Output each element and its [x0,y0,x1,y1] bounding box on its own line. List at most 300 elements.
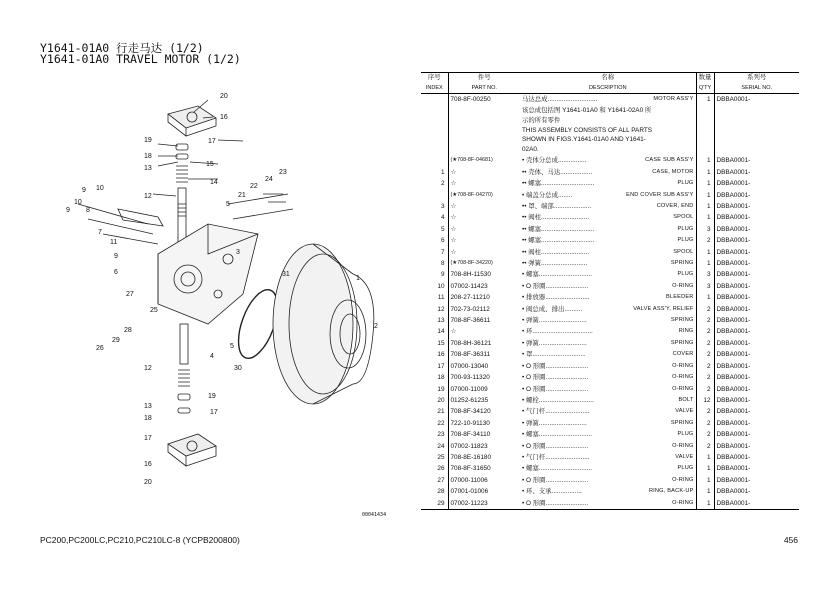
desc-zh: •• 螺塞 [522,237,542,245]
row-index: 1 [421,167,448,178]
qty: 1 [696,463,714,474]
parts-table [421,72,799,510]
desc-dots: .............................. [538,271,593,279]
part-number: 07002-11423 [450,282,488,290]
svg-text:3: 3 [236,249,240,256]
qty: 2 [696,304,714,315]
desc-dots: ........................ [545,385,589,393]
svg-text:16: 16 [220,114,228,121]
desc-dots: ......................... [545,294,590,302]
row-index: 29 [421,498,448,510]
desc-en: PLUG [677,225,694,232]
desc-zh: • O 形圈 [522,476,546,484]
desc-zh: •• 螺塞 [522,180,542,188]
serial: DBBA0001- [716,237,751,245]
svg-text:20: 20 [144,479,152,486]
table-row [421,349,799,360]
svg-text:7: 7 [98,229,102,236]
row-index: 13 [421,315,448,326]
table-row [421,155,799,166]
serial: DBBA0001- [716,282,751,290]
qty: 2 [696,338,714,349]
desc-en: PLUG [677,180,694,187]
desc-zh: • O 形圈 [522,374,546,382]
table-row [421,94,799,106]
desc-en: VALVE ASS'Y, RELIEF [633,305,694,312]
desc-dots: ......................... [545,408,590,416]
part-number: 01252-61235 [450,396,489,404]
desc-en: SPRING [670,317,694,324]
desc-zh: • 弹簧 [522,317,539,325]
serial: DBBA0001- [716,408,751,416]
row-index: 12 [421,304,448,315]
row-index: 9 [421,269,448,280]
desc-en: SPRING [670,339,694,346]
svg-text:27: 27 [126,291,134,298]
desc-zh: •• 阀柱 [522,214,542,222]
desc-zh: • 螺栓 [522,396,539,404]
row-index: 19 [421,384,448,395]
desc-zh: • O 形圈 [522,362,546,370]
row-index: 28 [421,486,448,497]
header-qty-en: Q'TY [696,83,714,94]
row-index: 3 [421,201,448,212]
qty: 1 [696,190,714,201]
table-row [421,167,799,178]
desc-en: PLUG [677,237,694,244]
desc-en: RING [678,328,694,335]
title-chinese: Y1641-01A0 行走马达 (1/2) [40,41,204,55]
desc-dots: ........................ [545,362,589,370]
desc-en: O-RING [672,362,694,369]
table-row [421,281,799,292]
row-index: 27 [421,475,448,486]
qty: 1 [696,247,714,258]
part-number: 708-8H-36121 [450,339,492,347]
table-row [421,463,799,474]
table-row [421,384,799,395]
desc-dots: ........................... [541,214,589,222]
serial: DBBA0001- [716,271,751,279]
desc-zh: •• 弹簧 [522,260,542,268]
svg-text:10: 10 [96,185,104,192]
figure-code: 00041434 [362,512,387,518]
table-row [421,326,799,337]
svg-text:5: 5 [230,343,234,350]
svg-text:6: 6 [114,269,118,276]
part-number: 07002-11823 [450,442,488,450]
desc-dots: ..................... [553,203,592,210]
desc-en: VALVE [675,408,694,415]
qty: 1 [696,498,714,510]
part-number: ☆ [450,225,457,233]
row-index: 4 [421,212,448,223]
desc-dots: ........................ [545,499,589,507]
svg-text:9: 9 [82,187,86,194]
svg-text:20: 20 [220,93,228,100]
svg-text:29: 29 [112,337,120,344]
desc-zh: • 气门杆 [522,453,546,461]
desc-en: BLEEDER [665,294,694,301]
svg-text:5: 5 [226,201,230,208]
svg-text:13: 13 [144,403,152,410]
desc-dots: .............................. [532,351,586,359]
row-index: 5 [421,224,448,235]
part-number: 708-8E-16180 [450,453,492,461]
svg-text:17: 17 [208,138,216,145]
part-number: ☆ [450,203,457,210]
qty: 2 [696,361,714,372]
serial: DBBA0001- [716,157,751,165]
desc-zh: • 气门杆 [522,408,546,416]
exploded-diagram [58,84,398,524]
desc-dots: .............................. [541,237,595,245]
svg-text:24: 24 [265,176,273,183]
desc-en: COVER, END [656,203,694,209]
table-row [421,201,799,212]
row-index: 26 [421,463,448,474]
table-row [421,441,799,452]
serial: DBBA0001- [716,396,751,404]
table-row [421,235,799,246]
serial: DBBA0001- [716,362,751,370]
svg-text:12: 12 [144,365,152,372]
desc-dots: .................................. [532,328,593,336]
desc-zh: • 壳体分总成 [522,157,558,165]
desc-zh: • O 形圈 [522,499,546,507]
desc-dots: .................. [560,168,593,176]
row-index: 8 [421,258,448,269]
qty: 2 [696,418,714,429]
svg-text:1: 1 [356,275,360,282]
header-serial-en: SERIAL NO. [714,83,799,94]
part-number: 722-10-91130 [450,419,490,427]
desc-zh: • O 形圈 [522,282,546,290]
qty: 2 [696,372,714,383]
desc-zh: • O 形圈 [522,442,546,450]
header-part-zh: 件号 [477,74,491,81]
note-line: 02A0. [522,145,539,153]
svg-text:25: 25 [150,307,158,314]
svg-text:15: 15 [206,161,214,168]
serial: DBBA0001- [716,317,751,325]
desc-en: PLUG [677,465,694,472]
svg-text:14: 14 [210,179,218,186]
svg-text:18: 18 [144,153,152,160]
serial: DBBA0001- [716,442,751,450]
row-index: 18 [421,372,448,383]
note-line: 示的所有零件 [522,117,561,124]
note-line: SHOWN IN FIGS.Y1641-01A0 AND Y1641- [522,136,646,144]
qty: 1 [696,292,714,303]
desc-dots: ........................ [545,282,589,290]
desc-dots: .............................. [538,431,593,439]
serial: DBBA0001- [716,294,751,302]
svg-text:4: 4 [210,353,214,360]
desc-zh: • 弹簧 [522,339,539,347]
part-number: 708-8F-34120 [450,408,491,416]
qty: 3 [696,224,714,235]
svg-text:9: 9 [66,207,70,214]
part-number: 708-8F-00250 [450,96,491,103]
desc-zh: • 排放器 [522,294,546,302]
part-number: 07000-11006 [450,476,488,484]
desc-zh: • O 形圈 [522,385,546,393]
svg-text:22: 22 [250,183,258,190]
serial: DBBA0001- [716,339,751,347]
desc-zh: •• 阀柱 [522,248,542,256]
serial: DBBA0001- [716,225,751,233]
serial: DBBA0001- [716,214,751,222]
row-index: 2 [421,178,448,189]
table-row [421,372,799,383]
part-number: 07002-11223 [450,499,488,507]
desc-dots: ............................... [538,396,594,404]
part-number: 708-8F-36311 [450,351,491,359]
qty: 2 [696,429,714,440]
qty: 2 [696,384,714,395]
qty: 1 [696,475,714,486]
row-index: 14 [421,326,448,337]
serial: DBBA0001- [716,476,751,484]
serial: DBBA0001- [716,431,751,439]
table-row [421,395,799,406]
desc-dots: ............................ [547,96,598,103]
table-row [421,292,799,303]
desc-dots: .............................. [538,465,593,473]
serial: DBBA0001- [716,191,751,199]
svg-text:31: 31 [282,271,290,278]
svg-text:19: 19 [144,137,152,144]
part-number: (★708-8F-04270) [450,191,493,198]
desc-en: CASE, MOTOR [652,168,694,175]
note-line: 该总成包括图 Y1641-01A0 和 Y1641-02A0 所 [522,107,652,115]
header-serial-zh: 系列号 [747,74,767,81]
desc-en: PLUG [677,271,694,278]
serial: DBBA0001- [716,453,751,461]
desc-zh: • 螺塞 [522,465,539,473]
svg-text:19: 19 [208,393,216,400]
svg-text:28: 28 [124,327,132,334]
desc-en: SPRING [670,260,694,267]
desc-dots: .............................. [541,225,595,233]
header-index-en: INDEX [421,83,448,94]
desc-dots: .......................... [541,260,588,268]
header-qty-zh: 数量 [696,73,714,83]
desc-dots: ........................ [545,374,589,382]
row-index [421,190,448,201]
qty: 1 [696,212,714,223]
part-number: ☆ [450,214,457,222]
desc-en: O-RING [672,282,694,289]
row-index: 22 [421,418,448,429]
desc-zh: • 阀总成、排出 [522,305,565,313]
assembly-note [520,105,696,155]
table-row [421,178,799,189]
row-index: 17 [421,361,448,372]
serial: DBBA0001- [716,96,751,103]
desc-en: END COVER SUB ASS'Y [626,191,694,198]
header-index-zh: 序号 [421,73,448,83]
svg-text:26: 26 [96,345,104,352]
row-index: 23 [421,429,448,440]
desc-en: PLUG [677,431,694,438]
desc-en: SPOOL [673,248,694,255]
desc-en: SPRING [670,419,694,426]
part-number: ☆ [450,237,457,245]
table-row [421,338,799,349]
part-number: 708-8F-36611 [450,317,491,325]
qty: 3 [696,281,714,292]
part-number: ☆ [450,248,457,256]
qty: 1 [696,201,714,212]
row-index: 20 [421,395,448,406]
header-desc-en: DESCRIPTION [520,83,696,94]
table-row [421,247,799,258]
serial: DBBA0001- [716,499,751,507]
desc-dots: ......................... [545,453,590,461]
svg-text:17: 17 [144,435,152,442]
desc-zh: • 环、支承 [522,488,552,496]
qty: 3 [696,269,714,280]
serial: DBBA0001- [716,203,751,210]
desc-dots: .............................. [541,180,595,188]
desc-dots: ................. [551,488,582,496]
desc-en: O-RING [672,499,694,506]
table-row [421,418,799,429]
title-english: Y1641-01A0 TRAVEL MOTOR (1/2) [40,52,241,66]
qty: 2 [696,326,714,337]
desc-dots: ........ [557,191,573,199]
desc-dots: ........................... [538,419,587,427]
serial: DBBA0001- [716,488,751,496]
part-number: ☆ [450,168,457,176]
desc-dots: ................ [557,157,587,165]
table-note-row [421,105,799,155]
svg-text:9: 9 [114,253,118,260]
part-number: 708-8F-34110 [450,431,491,439]
desc-en: O-RING [672,476,694,483]
svg-text:16: 16 [144,461,152,468]
table-row [421,452,799,463]
header-part-en: PART NO. [448,83,520,94]
table-row [421,486,799,497]
part-number: (★708-8F-04681) [450,157,493,164]
serial: DBBA0001- [716,328,751,336]
part-number: 07000-13040 [450,362,489,370]
desc-dots: ........................... [538,339,587,347]
desc-en: MOTOR ASS'Y [653,96,694,102]
desc-en: O-RING [672,442,694,449]
desc-zh: •• 罩、端部 [522,203,554,210]
desc-dots: ........................ [545,442,589,450]
desc-zh: • 螺塞 [522,431,539,439]
row-index: 21 [421,406,448,417]
table-row [421,304,799,315]
row-index: 24 [421,441,448,452]
table-row [421,190,799,201]
row-index: 15 [421,338,448,349]
row-index: 7 [421,247,448,258]
desc-zh: • 端盖分总成 [522,191,558,199]
table-row [421,475,799,486]
serial: DBBA0001- [716,385,751,393]
desc-en: O-RING [672,385,694,392]
table-row [421,498,799,510]
part-number: ☆ [450,328,457,336]
row-index [421,155,448,166]
qty: 1 [696,94,714,106]
serial: DBBA0001- [716,168,751,176]
row-index: 16 [421,349,448,360]
serial: DBBA0001- [716,351,751,359]
desc-en: SPOOL [673,214,694,221]
serial: DBBA0001- [716,419,751,427]
serial: DBBA0001- [716,374,751,382]
serial: DBBA0001- [716,180,751,188]
svg-text:18: 18 [144,415,152,422]
table-row [421,212,799,223]
svg-text:10: 10 [74,199,82,206]
part-number: 07000-11009 [450,385,488,393]
desc-en: CASE SUB ASS'Y [645,157,694,164]
part-number: (★708-8F-34220) [450,260,493,267]
table-row [421,258,799,269]
part-number: ☆ [450,180,457,188]
desc-en: O-RING [672,374,694,381]
part-number: 708-8H-11530 [450,271,491,279]
svg-text:11: 11 [110,239,118,246]
footer-models: PC200,PC200LC,PC210,PC210LC-8 (YCPB200800) [40,535,240,545]
svg-text:21: 21 [238,192,246,199]
part-number: 708-8F-31650 [450,465,491,473]
qty: 1 [696,258,714,269]
table-row [421,224,799,235]
svg-text:8: 8 [86,207,90,214]
svg-text:17: 17 [210,409,218,416]
part-number: 07001-01006 [450,488,489,496]
qty: 2 [696,349,714,360]
qty: 1 [696,486,714,497]
row-index: 11 [421,292,448,303]
desc-en: RING, BACK-UP [648,488,694,495]
desc-en: BOLT [678,396,694,403]
serial: DBBA0001- [716,248,751,256]
part-number: 208-27-11210 [450,294,490,302]
serial: DBBA0001- [716,260,751,268]
desc-zh: • 螺塞 [522,271,539,279]
desc-zh: • 环 [522,328,533,336]
page-number: 456 [783,535,798,545]
qty: 2 [696,441,714,452]
table-row [421,406,799,417]
serial: DBBA0001- [716,465,751,473]
desc-zh: • 弹簧 [522,419,539,427]
svg-text:23: 23 [279,169,287,176]
desc-dots: ........................ [545,476,589,484]
table-row [421,269,799,280]
qty: 2 [696,406,714,417]
table-row [421,429,799,440]
desc-dots: .......... [564,305,583,313]
desc-en: VALVE [675,453,694,460]
qty: 1 [696,155,714,166]
desc-dots: ........................... [541,248,589,256]
note-line: THIS ASSEMBLY CONSISTS OF ALL PARTS [522,126,652,134]
qty: 2 [696,315,714,326]
table-row [421,361,799,372]
desc-en: COVER [672,351,694,358]
